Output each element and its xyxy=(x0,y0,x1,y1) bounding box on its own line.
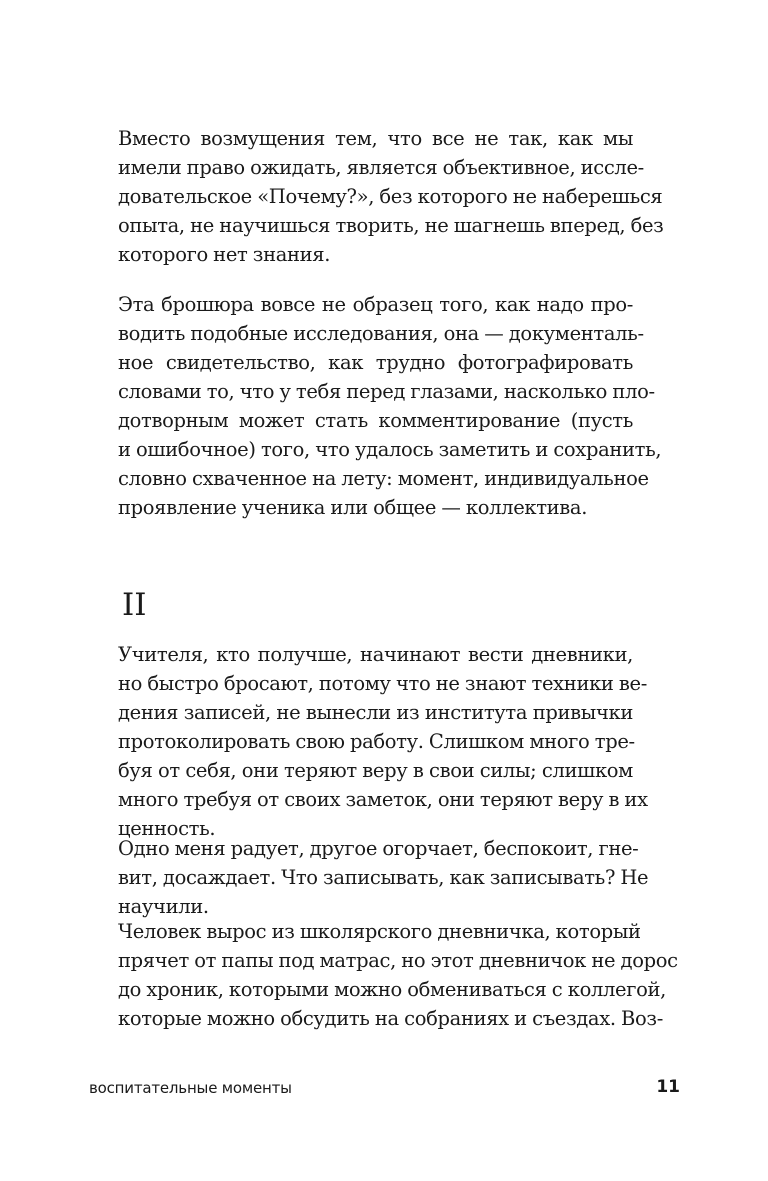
paragraph-4 xyxy=(118,834,649,921)
text-line: ное свидетельство, как трудно фотографировать xyxy=(118,351,633,374)
text-line: водить подобные исследования, она — документаль- xyxy=(118,322,644,345)
text-line: словами то, что у тебя перед глазами, насколько пло- xyxy=(118,380,655,403)
text-line: довательское «Почему?», без которого не наберешься xyxy=(118,185,663,208)
text-line: буя от себя, они теряют веру в свои силы; слишком xyxy=(118,759,633,782)
text-line: опыта, не научишься творить, не шагнешь вперед, без xyxy=(118,214,664,237)
text-line: которые можно обсудить на собраниях и съездах. Воз- xyxy=(118,1007,663,1030)
text-line: протоколировать свою работу. Слишком много тре- xyxy=(118,730,635,753)
paragraph-1 xyxy=(118,124,664,269)
text-line: которого нет знания. xyxy=(118,243,331,266)
text-line: научили. xyxy=(118,895,209,918)
text-line: до хроник, которыми можно обмениваться с коллегой, xyxy=(118,978,666,1001)
text-line: Эта брошюра вовсе не образец того, как надо про- xyxy=(118,293,633,316)
text-line: словно схваченное на лету: момент, индивидуальное xyxy=(118,467,649,490)
section-heading: II xyxy=(122,587,147,623)
text-line: много требуя от своих заметок, они теряют веру в их xyxy=(118,788,648,811)
text-line: прячет от папы под матрас, но этот дневничок не дорос xyxy=(118,949,678,972)
paragraph-2 xyxy=(118,290,662,522)
text-line: Учителя, кто получше, начинают вести дневники, xyxy=(118,643,633,666)
text-line: и ошибочное) того, что удалось заметить и сохранить, xyxy=(118,438,662,461)
text-line: Человек вырос из школярского дневничка, который xyxy=(118,920,641,943)
text-line: вит, досаждает. Что записывать, как записывать? Не xyxy=(118,866,649,889)
paragraph-3 xyxy=(118,640,648,843)
text-line: ценность. xyxy=(118,817,216,840)
text-line: но быстро бросают, потому что не знают техники ве- xyxy=(118,672,647,695)
text-line: Вместо возмущения тем, что все не так, как мы xyxy=(118,127,633,150)
running-title: воспитательные моменты xyxy=(89,1079,292,1097)
text-line: Одно меня радует, другое огорчает, беспокоит, гне- xyxy=(118,837,639,860)
text-line: дения записей, не вынесли из института привычки xyxy=(118,701,633,724)
page-number: 11 xyxy=(656,1077,680,1097)
text-line: проявление ученика или общее — коллектива. xyxy=(118,496,588,519)
text-line: дотворным может стать комментирование (пусть xyxy=(118,409,633,432)
text-line: имели право ожидать, является объективное, иссле- xyxy=(118,156,644,179)
paragraph-5 xyxy=(118,917,678,1033)
